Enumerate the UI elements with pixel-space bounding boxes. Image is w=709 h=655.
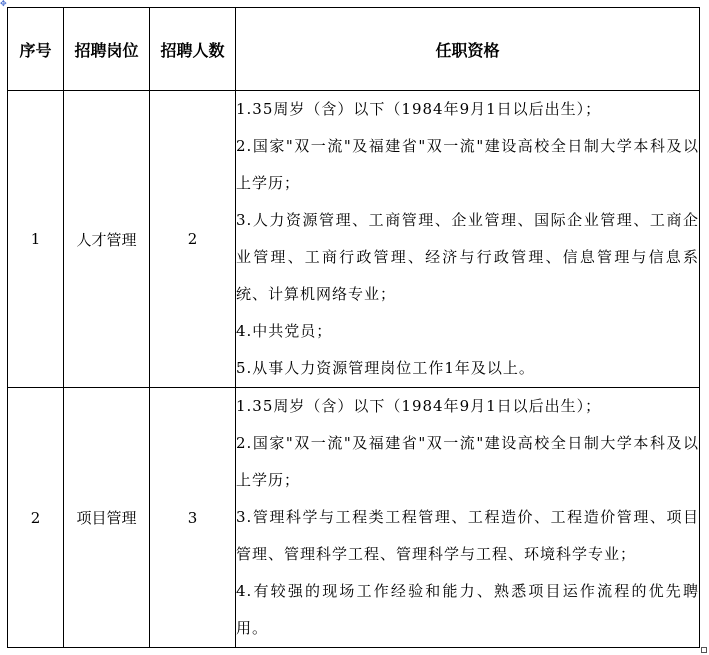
header-position: 招聘岗位	[64, 8, 150, 91]
requirement-line: 2.国家"双一流"及福建省"双一流"建设高校全日制大学本科及以上学历；	[236, 434, 699, 489]
row-index: 1	[8, 91, 64, 388]
resize-handle-icon[interactable]	[701, 647, 707, 653]
row-requirements	[236, 388, 700, 648]
table-row	[8, 388, 700, 648]
header-count: 招聘人数	[150, 8, 236, 91]
table-anchor-icon[interactable]: ✥	[0, 0, 7, 8]
requirement-line: 3.人力资源管理、工商管理、企业管理、国际企业管理、工商企业管理、工商行政管理、经济与行政管理、信息管理与信息系统、计算机网络专业；	[236, 211, 699, 303]
row-count: 3	[150, 388, 236, 648]
requirement-line: 3.管理科学与工程类工程管理、工程造价、工程造价管理、项目管理、管理科学工程、管理科学与工程、环境科学专业；	[236, 508, 699, 563]
table-row	[8, 91, 700, 388]
requirement-line: 4.有较强的现场工作经验和能力、熟悉项目运作流程的优先聘用。	[236, 582, 699, 637]
requirement-line: 1.35周岁（含）以下（1984年9月1日以后出生）；	[236, 397, 602, 415]
row-position: 人才管理	[64, 91, 150, 388]
requirement-line: 4.中共党员；	[236, 322, 333, 340]
requirement-line: 5.从事人力资源管理岗位工作1年及以上。	[236, 359, 535, 377]
header-index: 序号	[8, 8, 64, 91]
row-requirements	[236, 91, 700, 388]
header-requirements: 任职资格	[236, 8, 700, 91]
requirement-line: 2.国家"双一流"及福建省"双一流"建设高校全日制大学本科及以上学历；	[236, 137, 699, 192]
recruitment-table	[7, 7, 700, 648]
requirement-line: 1.35周岁（含）以下（1984年9月1日以后出生）；	[236, 100, 602, 118]
row-position: 项目管理	[64, 388, 150, 648]
header-row	[8, 8, 700, 91]
row-index: 2	[8, 388, 64, 648]
row-count: 2	[150, 91, 236, 388]
